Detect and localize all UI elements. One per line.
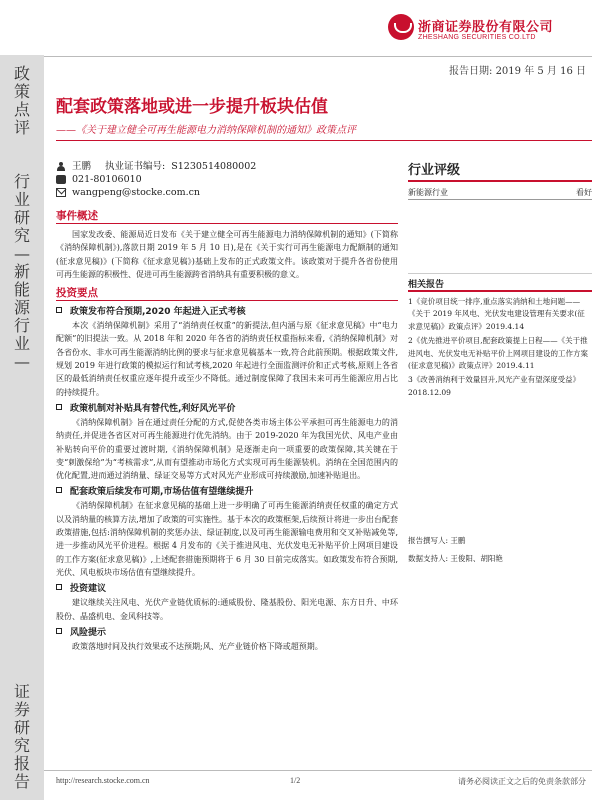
person-icon — [56, 162, 66, 171]
related-list — [408, 296, 592, 399]
author-label: 报告撰写人: — [408, 536, 449, 545]
points-heading: 投资要点 — [56, 285, 398, 301]
header-divider — [44, 56, 592, 57]
point-text: 建议继续关注风电、光伏产业链优质标的:通威股份、隆基股份、阳光电源、东方日升、中环股份、晶盛机电、金风科技等。 — [56, 598, 398, 621]
square-bullet-icon — [56, 628, 62, 634]
event-heading: 事件概述 — [56, 208, 398, 224]
point-text: 《消纳保障机制》旨在通过责任分配的方式,促使各类市场主体公平承担可再生能源电力的消纳责任,并促进各省区对可再生能源进行优先消纳。由于 2019-2020 年为我国光伏、风电产业由补贴转向平价的重要过渡时期,《消纳保障机制》是逐渐走向一项重要的政策保障,其关键在于变“刺激保给”为“考核需求”,从而有望推动市场化方式实现可再生能源装机。消纳在全国范围内的优化配置,进而通过消纳量、绿证交易等方式对风光产业形成可持续激励,加速补贴退出。 — [56, 417, 398, 481]
square-bullet-icon — [56, 404, 62, 410]
company-logo — [388, 12, 588, 48]
author-name: 王鹏 — [450, 536, 466, 545]
logo-name-cn: 浙商证券股份有限公司 — [418, 20, 554, 35]
sidebar-report-type: 政策点评 — [13, 64, 30, 137]
support-names: 王俊阳、胡阳艳 — [450, 554, 503, 563]
sidebar-footer-label: 证券研究报告 — [13, 682, 30, 791]
industry-name: 新能源行业 — [408, 188, 448, 197]
related-item[interactable]: 2《优先推进平价项目,配套政策提上日程——《关于推进风电、光伏发电无补贴平价上网项目建设的工作方案(征求意见稿)》政策点评》2019.4.11 — [408, 336, 588, 371]
cert-label: 执业证书编号: — [105, 161, 166, 172]
related-item[interactable]: 1《竞价项目统一排序,重点落实消纳和土地问题——《关于 2019 年风电、光伏发电建设管理有关要求(征求意见稿)》政策点评》2019.4.14 — [408, 297, 585, 331]
point-text: 《消纳保障机制》在征求意见稿的基础上进一步明确了可再生能源消纳责任权重的确定方式以及消纳量的核算方法,增加了政策的可实施性。基于本次的政策框架,后续预计将进一步出台配套政策措施,包括:消纳保障机制的奖惩办法、绿证制度,以及可再生能源输电费用和交叉补贴减免等,进一步推动风光平价进程。根据 4 月发布的《关于推进风电、光伏发电无补贴平价上网项目建设的工作方案(征求意见稿)》,上述配套措施预期将于 6 月 30 日前完成落实。如政策发布符合预期,光伏、风电板块市场估值有望继续提升。 — [56, 501, 398, 577]
logo-icon — [388, 14, 414, 40]
report-date: 报告日期: 2019 年 5 月 16 日 — [449, 66, 586, 77]
page-number: 1/2 — [290, 776, 301, 785]
point-heading: 政策发布符合预期,2020 年起进入正式考核 — [56, 305, 398, 319]
analyst-info — [56, 160, 256, 199]
author-info — [408, 532, 503, 568]
disclaimer-note: 请务必阅读正文之后的免责条款部分 — [458, 777, 586, 786]
report-subtitle: ——《关于建立健全可再生能源电力消纳保障机制的通知》政策点评 — [56, 125, 356, 136]
main-column — [56, 208, 398, 653]
footer-divider — [44, 770, 592, 771]
analyst-email[interactable]: wangpeng@stocke.com.cn — [72, 187, 201, 198]
footer-url[interactable]: http://research.stocke.com.cn — [56, 776, 150, 785]
square-bullet-icon — [56, 307, 62, 313]
industry-rating: 看好 — [576, 188, 592, 197]
logo-name-en: ZHESHANG SECURITIES CO.LTD — [418, 34, 536, 41]
analyst-phone: 021-80106010 — [72, 174, 142, 185]
email-icon — [56, 188, 66, 197]
analyst-name: 王鹏 — [72, 161, 92, 172]
point-heading: 政策机制对补贴具有替代性,利好风光平价 — [56, 402, 398, 416]
related-heading: 相关报告 — [408, 278, 592, 292]
point-heading: 投资建议 — [56, 582, 398, 596]
right-column — [408, 160, 592, 401]
point-heading: 风险提示 — [56, 626, 398, 640]
support-label: 数据支持人: — [408, 554, 449, 563]
side-bar — [0, 55, 44, 800]
related-item[interactable]: 3《改善消纳利于效量回升,风光产业有望深度受益》2018.12.09 — [408, 375, 581, 397]
rating-row — [408, 186, 592, 200]
sidebar-category: 行业研究—新能源行业— — [13, 172, 30, 371]
point-heading: 配套政策后续发布可期,市场估值有望继续提升 — [56, 485, 398, 499]
rating-heading: 行业评级 — [408, 160, 592, 182]
chart-placeholder — [408, 206, 592, 274]
event-text: 国家发改委、能源局近日发布《关于建立健全可再生能源电力消纳保障机制的通知》(下简称《消纳保障机制》),落款日期 2019 年 5 月 10 日),是在《关于实行可再生能源电力配额制的通知(征求意见稿)》(下简称《征求意见稿》)基础上发布的正式政策文件。该政策对于提升各省份使用可再生能源的积极性、促进可再生能源跨省消纳具有重要积极的意义。 — [56, 230, 398, 279]
report-title: 配套政策落地或进一步提升板块估值 — [56, 97, 328, 117]
point-text: 本次《消纳保障机制》采用了“消纳责任权重”的新提法,但内涵与原《征求意见稿》中“电力配额”的旧提法一致。从 2018 年和 2020 年各省的消纳责任权重指标来看,《消纳保障机制》对各省份水、非水可再生能源消纳比例的要求与征求意见稿基本一致,符合此前预期。根据政策文件,规划 2019 年进行政策的模拟运行和试考核,2020 年起进行全面监测评价和正式考核,原则上各省区的最低消纳责任权重应逐年提升或至少不降低。通过制度保障了我国未来可再生能源应用占比的持续提升。 — [56, 321, 398, 397]
phone-icon — [56, 175, 66, 184]
square-bullet-icon — [56, 487, 62, 493]
point-text: 政策落地时间及执行效果或不达预期;风、光产业链价格下降或超预期。 — [72, 641, 323, 651]
title-divider — [56, 140, 592, 141]
cert-number: S1230514080002 — [171, 161, 257, 172]
square-bullet-icon — [56, 584, 62, 590]
